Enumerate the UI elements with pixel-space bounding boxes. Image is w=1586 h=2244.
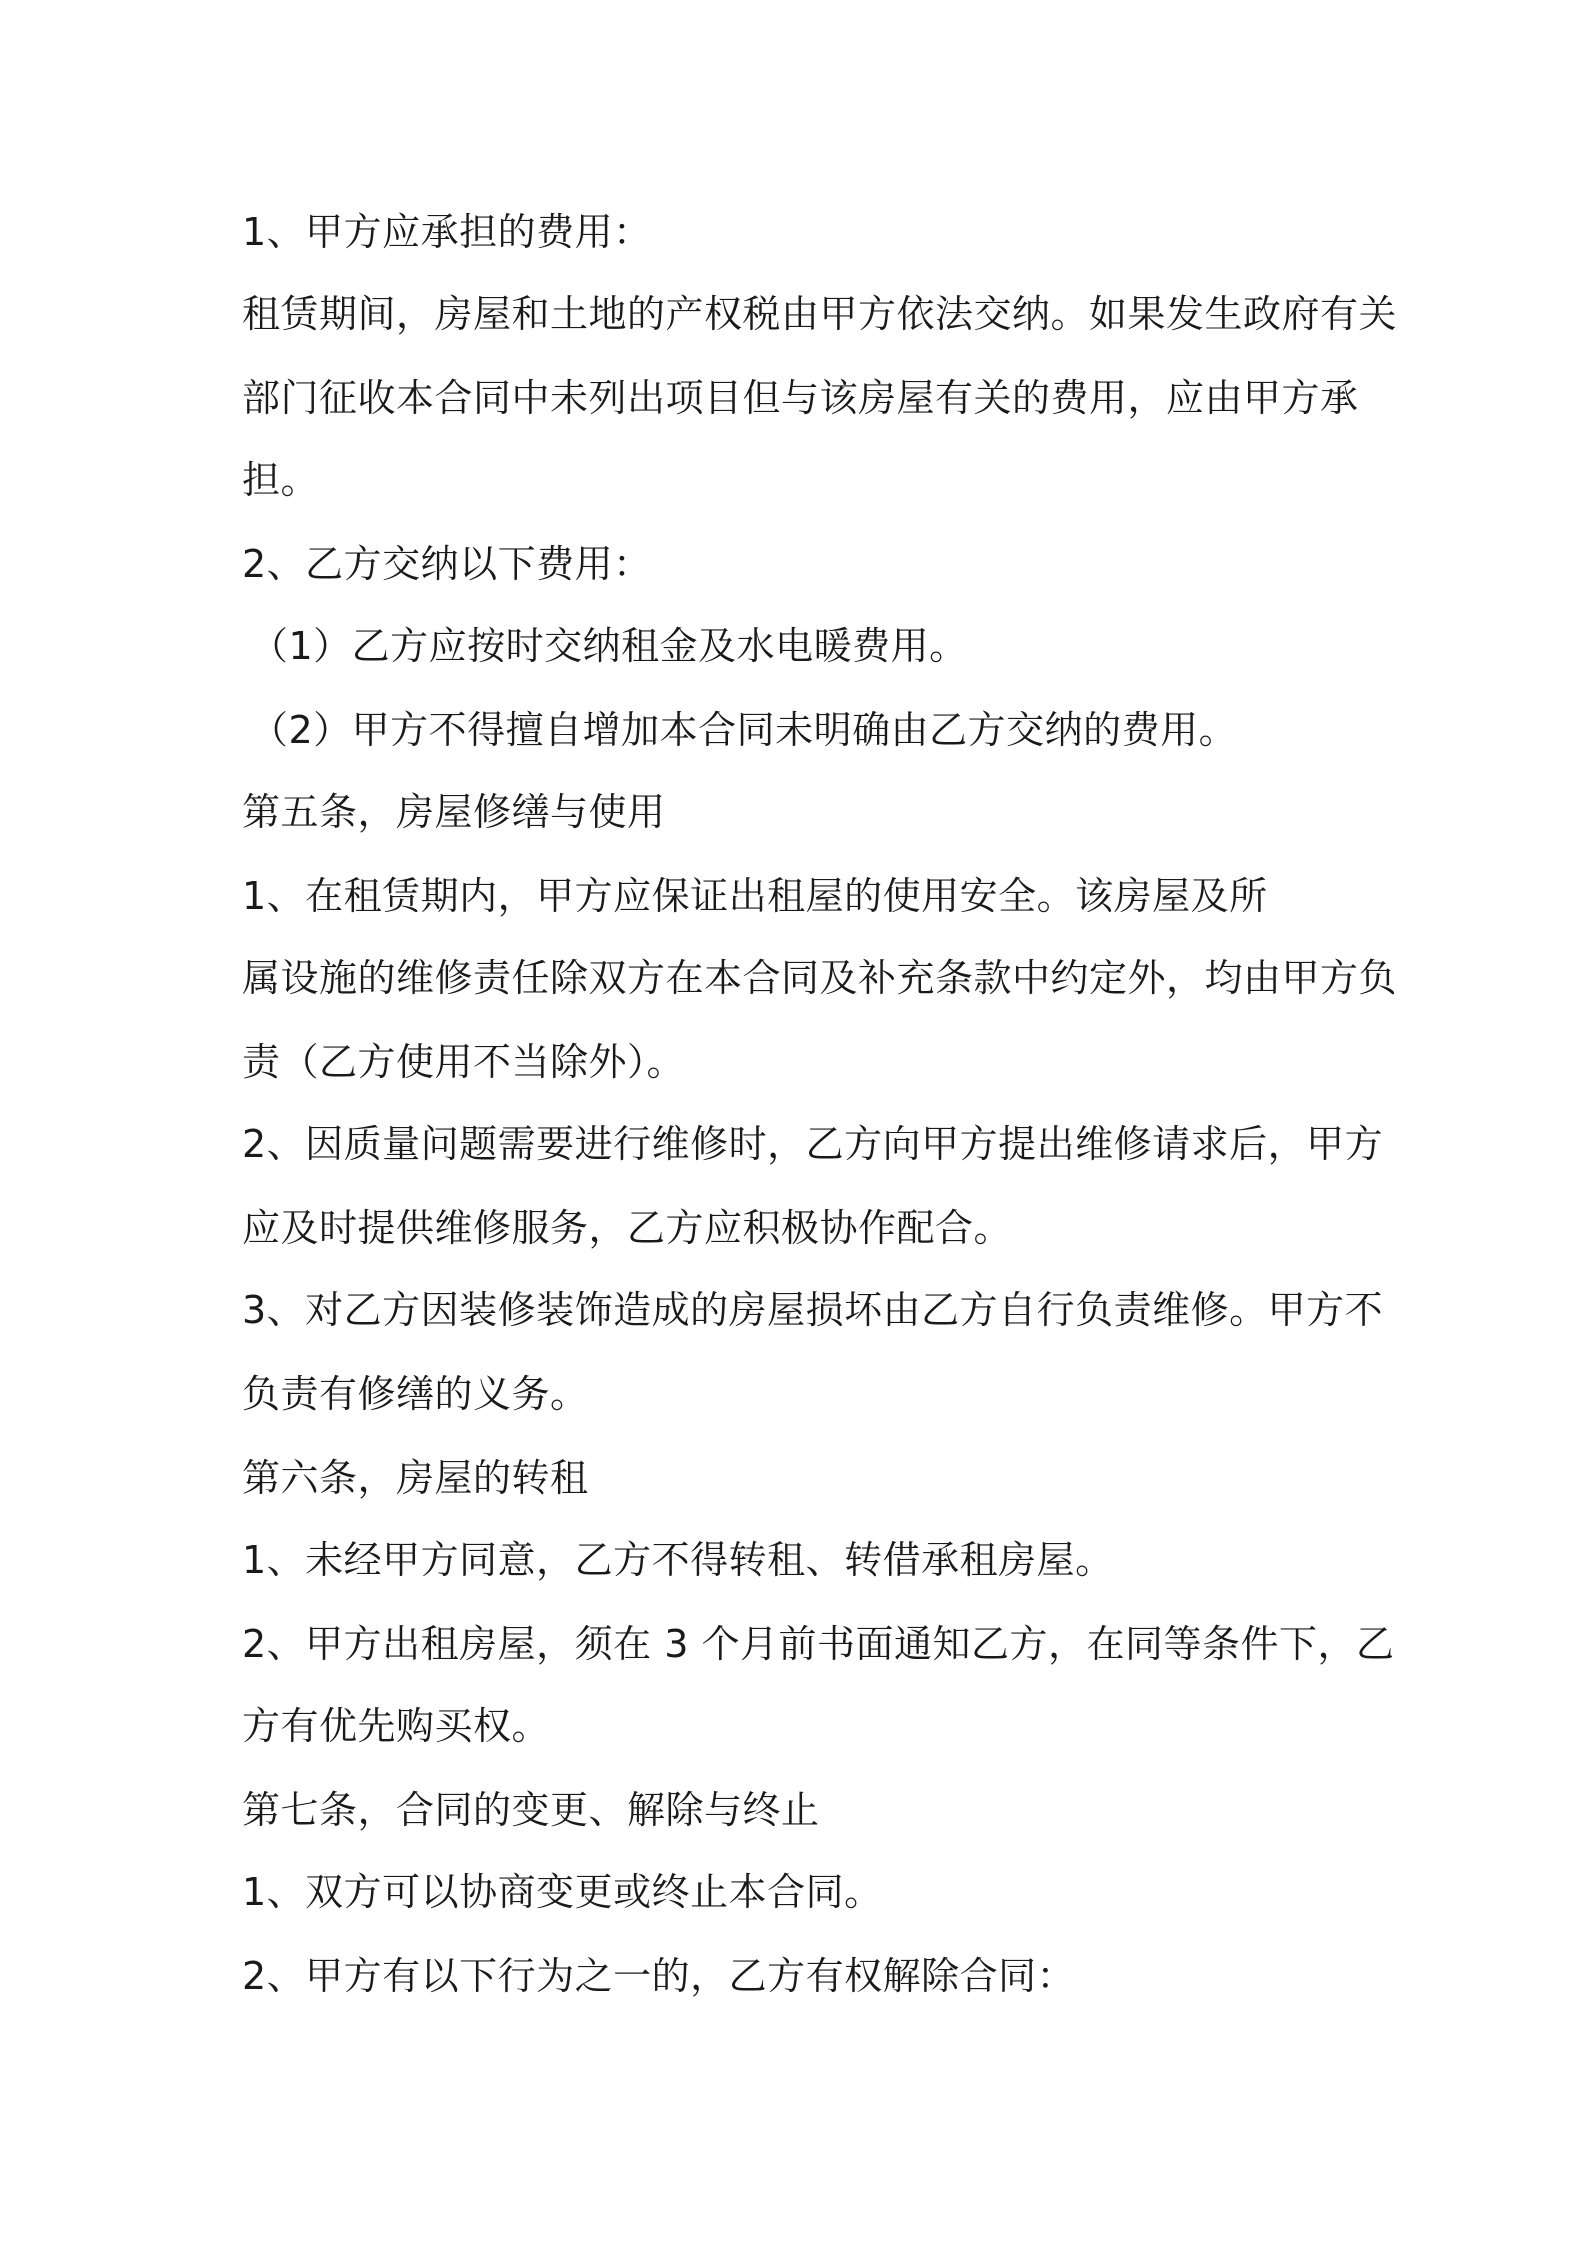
text-line: 1、未经甲方同意，乙方不得转租、转借承租房屋。 xyxy=(242,1538,1114,1582)
text-line: 租赁期间，房屋和土地的产权税由甲方依法交纳。如果发生政府有关 xyxy=(242,292,1398,336)
text-line: 2、甲方有以下行为之一的，乙方有权解除合同： xyxy=(242,1954,1076,1998)
text-line: 应及时提供维修服务，乙方应积极协作配合。 xyxy=(242,1206,1013,1250)
text-line: 方有优先购买权。 xyxy=(242,1704,551,1748)
text-line: 部门征收本合同中未列出项目但与该房屋有关的费用，应由甲方承 xyxy=(242,376,1359,420)
text-line: 负责有修缮的义务。 xyxy=(242,1372,589,1416)
section-heading: 第七条，合同的变更、解除与终止 xyxy=(242,1788,820,1832)
text-line: 属设施的维修责任除双方在本合同及补充条款中约定外，均由甲方负 xyxy=(242,956,1398,1000)
text-line: 2、因质量问题需要进行维修时，乙方向甲方提出维修请求后，甲方 xyxy=(242,1122,1384,1166)
section-heading: 第五条，房屋修缮与使用 xyxy=(242,790,666,834)
section-heading: 第六条，房屋的转租 xyxy=(242,1456,589,1500)
text-line: （1）乙方应按时交纳租金及水电暖费用。 xyxy=(250,624,968,668)
text-line: 1、甲方应承担的费用： xyxy=(242,210,652,254)
text-line: 1、双方可以协商变更或终止本合同。 xyxy=(242,1870,883,1914)
text-line: 担。 xyxy=(242,458,320,502)
text-line: 责（乙方使用不当除外）。 xyxy=(242,1040,686,1084)
text-line: （2）甲方不得擅自增加本合同未明确由乙方交纳的费用。 xyxy=(250,708,1238,752)
text-line: 2、甲方出租房屋，须在 3 个月前书面通知乙方，在同等条件下，乙 xyxy=(242,1622,1395,1666)
text-line: 1、在租赁期内，甲方应保证出租屋的使用安全。该房屋及所 xyxy=(242,874,1268,918)
text-line: 2、乙方交纳以下费用： xyxy=(242,542,652,586)
text-line: 3、对乙方因装修装饰造成的房屋损坏由乙方自行负责维修。甲方不 xyxy=(242,1288,1384,1332)
